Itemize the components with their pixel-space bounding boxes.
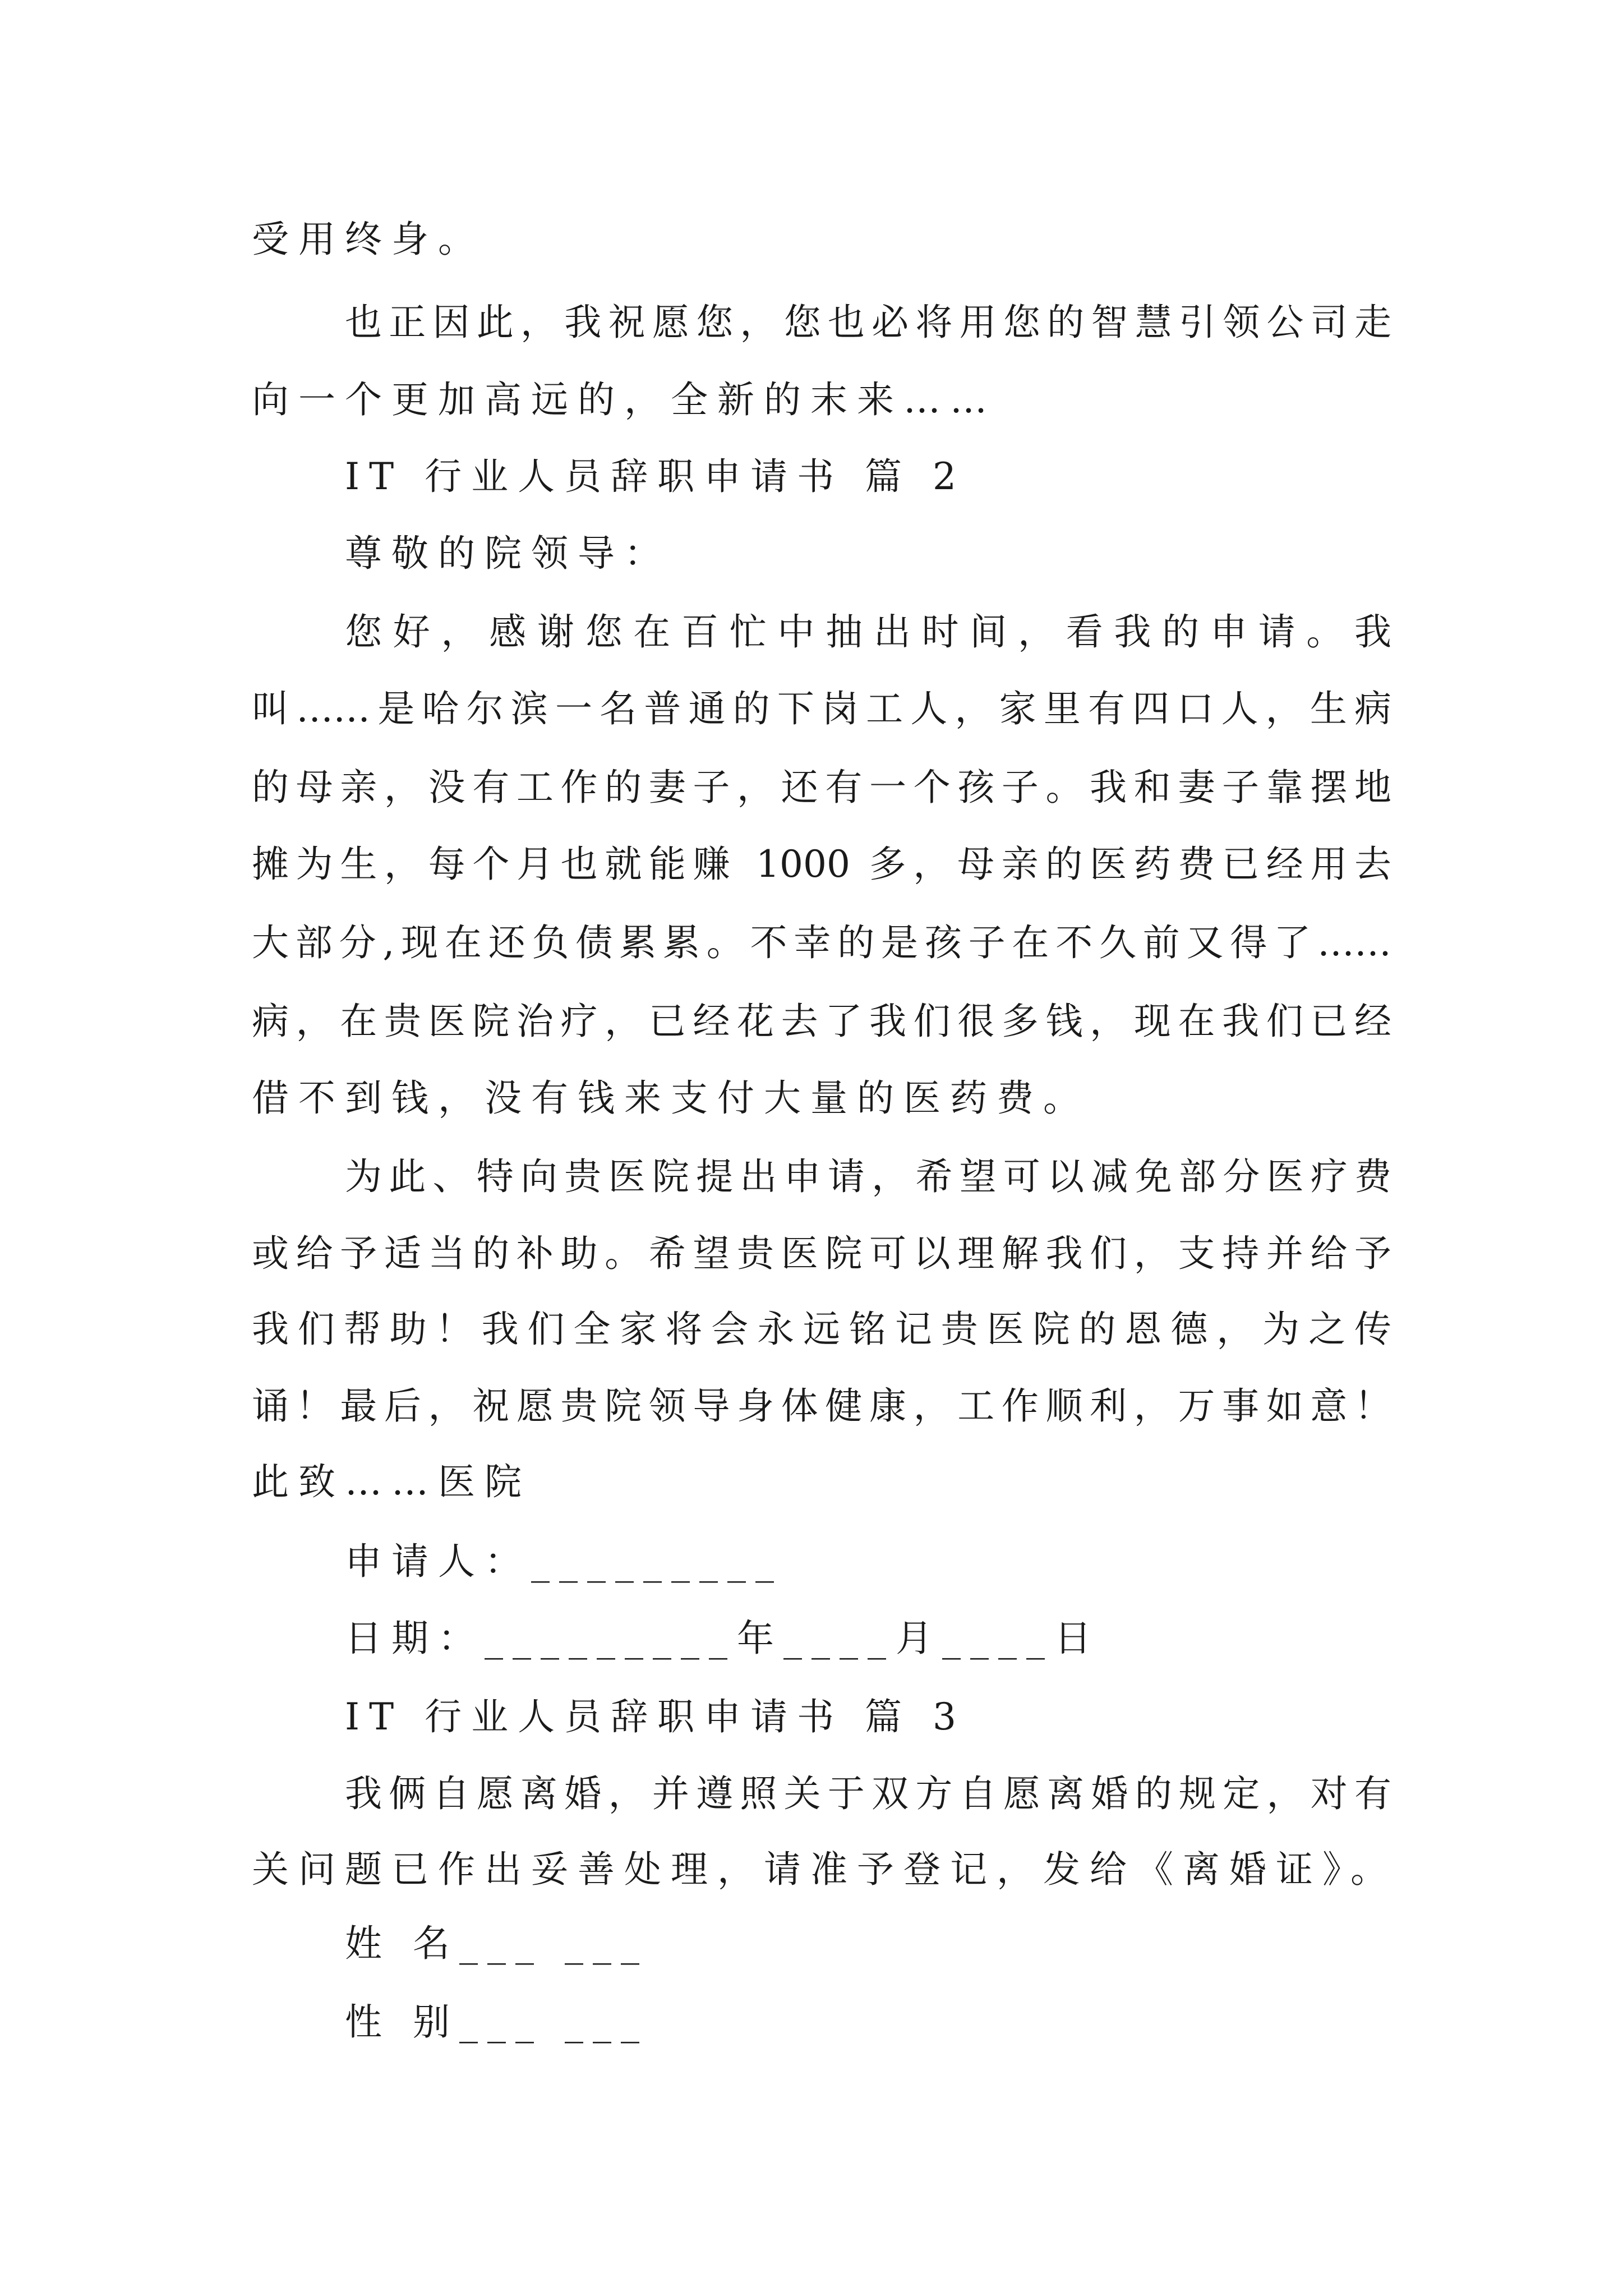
text-line: 向一个更加高远的，全新的末来……	[252, 378, 997, 421]
text-line: 叫……是哈尔滨一名普通的下岗工人，家里有四口人，生病	[252, 687, 1391, 730]
closing-line: 此致……医院	[252, 1460, 531, 1503]
text-line: 病，在贵医院治疗，已经花去了我们很多钱，现在我们已经	[252, 1000, 1391, 1043]
applicant-field: 申请人：_________	[345, 1540, 783, 1583]
text-line: 受用终身。	[252, 218, 485, 261]
text-line: 我们帮助！我们全家将会永远铭记贵医院的恩德，为之传	[252, 1308, 1391, 1351]
text-line: 也正因此，我祝愿您，您也必将用您的智慧引领公司走	[345, 301, 1391, 344]
text-line: 为此、特向贵医院提出申请，希望可以减免部分医疗费	[345, 1155, 1391, 1198]
gender-field: 性 别___ ___	[345, 2000, 649, 2044]
salutation: 尊敬的院领导：	[345, 532, 671, 575]
text-line: 大部分,现在还负债累累。不幸的是孩子在不久前又得了……	[252, 921, 1391, 964]
name-field: 姓 名___ ___	[345, 1922, 649, 1965]
text-line: 的母亲，没有工作的妻子，还有一个孩子。我和妻子靠摆地	[252, 766, 1391, 809]
text-line: 我俩自愿离婚，并遵照关于双方自愿离婚的规定，对有	[345, 1772, 1391, 1815]
section-heading: IT 行业人员辞职申请书 篇 3	[345, 1695, 966, 1738]
text-line: 借不到钱，没有钱来支付大量的医药费。	[252, 1076, 1090, 1120]
section-heading: IT 行业人员辞职申请书 篇 2	[345, 455, 966, 498]
text-line: 关问题已作出妥善处理，请准予登记，发给《离婚证》。	[252, 1848, 1397, 1891]
text-line: 您好，感谢您在百忙中抽出时间，看我的申请。我	[345, 610, 1391, 654]
text-line: 或给予适当的补助。希望贵医院可以理解我们，支持并给予	[252, 1232, 1391, 1275]
text-line: 摊为生，每个月也就能赚 1000 多，母亲的医药费已经用去	[252, 843, 1391, 886]
date-field: 日期：_________年____月____日	[345, 1617, 1101, 1660]
text-line: 诵！最后，祝愿贵院领导身体健康，工作顺利，万事如意！	[252, 1384, 1391, 1428]
